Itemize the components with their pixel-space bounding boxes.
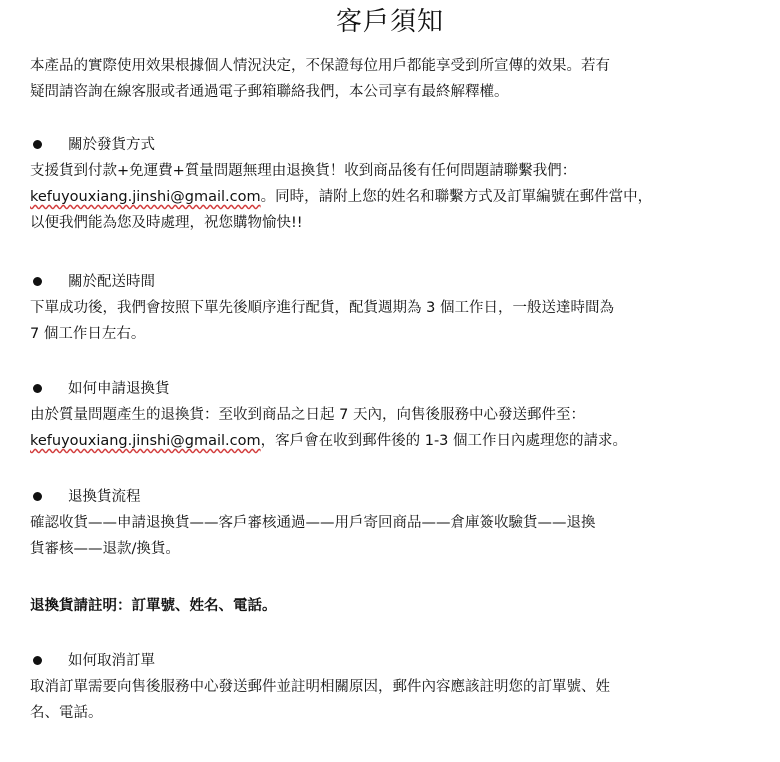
body-line: 7 個工作日左右。 [30, 326, 146, 342]
section-heading-text: 如何申請退換貨 [68, 381, 170, 397]
page-title: 客戶須知 [335, 7, 444, 37]
body-line: 下單成功後，我們會按照下單先後順序進行配貨，配貨週期為 3 個工作日，一般送達時間為 [30, 300, 614, 316]
section-heading-return-process [30, 484, 141, 510]
body-line-with-email [30, 184, 752, 210]
body-line-rest: ，客戶會在收到郵件後的 1-3 個工作日內處理您的請求。 [260, 433, 628, 449]
section-heading-delivery-time [30, 269, 155, 295]
section-body-cancel-order [30, 674, 752, 726]
return-note [30, 593, 752, 619]
section-heading-shipping-method [30, 132, 155, 158]
body-line: 貨審核——退款/換貨。 [30, 541, 180, 557]
intro-line-2: 疑問請咨詢在線客服或者通過電子郵箱聯絡我們，本公司享有最終解釋權。 [30, 84, 509, 100]
section-heading-return-request [30, 376, 170, 402]
section-heading-text: 關於發貨方式 [68, 137, 155, 153]
intro-line-1: 本產品的實際使用效果根據個人情況決定，不保證每位用戶都能享受到所宣傳的效果。若有 [30, 58, 610, 74]
section-heading-cancel-order [30, 648, 155, 674]
section-heading-text: 如何取消訂單 [68, 653, 155, 669]
return-note-text: 退換貨請註明：訂單號、姓名、電話。 [30, 598, 277, 614]
section-heading-text: 退換貨流程 [68, 489, 141, 505]
email-link[interactable]: kefuyouxiang.jinshi@gmail.com [30, 433, 261, 449]
bullet-icon [33, 277, 42, 286]
section-heading-text: 關於配送時間 [68, 274, 155, 290]
bullet-icon [33, 140, 42, 149]
body-line: 確認收貨——申請退換貨——客戶審核通過——用戶寄回商品——倉庫簽收驗貨——退換 [30, 515, 596, 531]
body-line: 由於質量問題產生的退換貨：至收到商品之日起 7 天內，向售後服務中心發送郵件至： [30, 407, 585, 423]
body-line-with-email [30, 428, 752, 454]
bullet-icon [33, 492, 42, 501]
body-line: 以便我們能為您及時處理，祝您購物愉快!! [30, 215, 303, 231]
email-link[interactable]: kefuyouxiang.jinshi@gmail.com [30, 189, 261, 205]
intro-paragraph [30, 53, 752, 105]
section-body-return-request [30, 402, 752, 454]
bullet-icon [33, 656, 42, 665]
section-body-delivery-time [30, 295, 752, 347]
body-line: 取消訂單需要向售後服務中心發送郵件並註明相關原因，郵件內容應該註明您的訂單號、姓 [30, 679, 610, 695]
body-line: 支援貨到付款+免運費+質量問題無理由退換貨！收到商品後有任何問題請聯繫我們： [30, 163, 577, 179]
section-body-shipping-method [30, 158, 752, 236]
bullet-icon [33, 384, 42, 393]
section-body-return-process [30, 510, 752, 562]
body-line: 名、電話。 [30, 705, 103, 721]
body-line-rest: 。同時，請附上您的姓名和聯繫方式及訂單編號在郵件當中， [260, 189, 653, 205]
